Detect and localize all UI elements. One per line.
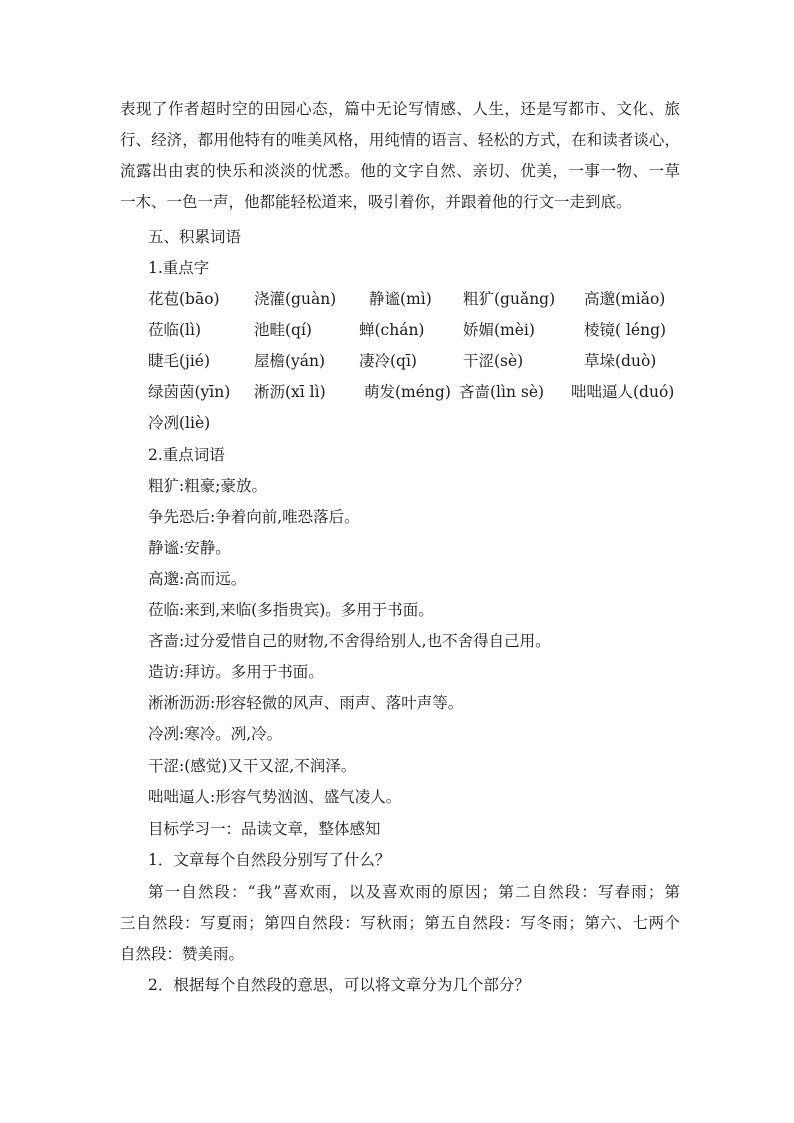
vocab-item: 萌发(méng) bbox=[364, 383, 451, 401]
vocab-item: 绿茵茵(yīn) bbox=[148, 383, 231, 401]
vocab-item: 吝啬(lìn sè) bbox=[459, 383, 545, 401]
definition-item: 莅临:来到,来临(多指贵宾)。多用于书面。 bbox=[148, 601, 434, 619]
definition-item: 咄咄逼人:形容气势汹汹、盛气凌人。 bbox=[148, 788, 402, 806]
question-1: 1．文章每个自然段分别写了什么？ bbox=[148, 851, 391, 869]
definition-item: 争先恐后:争着向前,唯恐落后。 bbox=[148, 508, 360, 526]
answer-line: 第一自然段：“我”喜欢雨，以及喜欢雨的原因；第二自然段：写春雨；第 bbox=[148, 883, 680, 901]
definition-item: 吝啬:过分爱惜自己的财物,不舍得给别人,也不舍得自己用。 bbox=[148, 632, 551, 650]
vocab-item: 干涩(sè) bbox=[463, 352, 524, 370]
vocab-item: 咄咄逼人(duó) bbox=[571, 383, 675, 401]
vocab-item: 凄冷(qī) bbox=[359, 352, 417, 370]
definition-item: 干涩:(感觉)又干又涩,不润泽。 bbox=[148, 757, 357, 775]
vocab-item: 冷冽(liè) bbox=[148, 414, 211, 432]
vocab-item: 池畦(qí) bbox=[254, 321, 312, 339]
question-2: 2．根据每个自然段的意思，可以将文章分为几个部分？ bbox=[148, 976, 530, 994]
vocab-item: 睫毛(jié) bbox=[148, 352, 211, 370]
vocab-item: 粗犷(guǎng) bbox=[463, 290, 556, 308]
intro-line: 表现了作者超时空的田园心态，篇中无论写情感、人生，还是写都市、文化、旅 bbox=[120, 100, 680, 118]
vocab-item: 花苞(bāo) bbox=[148, 290, 220, 308]
definition-item: 粗犷:粗豪;豪放。 bbox=[148, 477, 267, 495]
answer-line: 自然段：赞美雨。 bbox=[120, 945, 245, 963]
vocab-item: 蝉(chán) bbox=[359, 321, 425, 339]
definition-item: 静谧:安静。 bbox=[148, 539, 231, 557]
goal-heading: 目标学习一：品读文章，整体感知 bbox=[148, 820, 381, 838]
vocab-item: 屋檐(yán) bbox=[254, 352, 326, 370]
intro-line: 行、经济，都用他特有的唯美风格，用纯情的语言、轻松的方式，在和读者谈心， bbox=[120, 131, 680, 149]
vocab-item: 娇媚(mèi) bbox=[463, 321, 535, 339]
intro-line: 一木、一色一声，他都能轻松道来，吸引着你，并跟着他的行文一走到底。 bbox=[120, 193, 632, 211]
section-heading: 五、积累词语 bbox=[148, 228, 242, 246]
definition-item: 淅淅沥沥:形容轻微的风声、雨声、落叶声等。 bbox=[148, 694, 464, 712]
subsection-heading: 1.重点字 bbox=[148, 259, 210, 277]
definition-item: 高邈:高而远。 bbox=[148, 570, 247, 588]
answer-line: 三自然段：写夏雨；第四自然段：写秋雨；第五自然段：写冬雨；第六、七两个 bbox=[120, 914, 680, 932]
vocab-item: 草垛(duò) bbox=[584, 352, 657, 370]
vocab-item: 浇灌(guàn) bbox=[254, 290, 337, 308]
intro-line: 流露出由衷的快乐和淡淡的忧悉。他的文字自然、亲切、优美，一事一物、一草 bbox=[120, 162, 680, 180]
definition-item: 造访:拜访。多用于书面。 bbox=[148, 663, 324, 681]
vocab-item: 静谧(mì) bbox=[369, 290, 432, 308]
definition-item: 冷冽:寒冷。冽,冷。 bbox=[148, 725, 283, 743]
vocab-item: 高邈(miǎo) bbox=[584, 290, 666, 308]
vocab-item: 莅临(lì) bbox=[148, 321, 202, 339]
subsection-heading: 2.重点词语 bbox=[148, 446, 225, 464]
vocab-item: 淅沥(xī lì) bbox=[254, 383, 326, 401]
vocab-item: 棱镜( léng) bbox=[584, 321, 667, 339]
